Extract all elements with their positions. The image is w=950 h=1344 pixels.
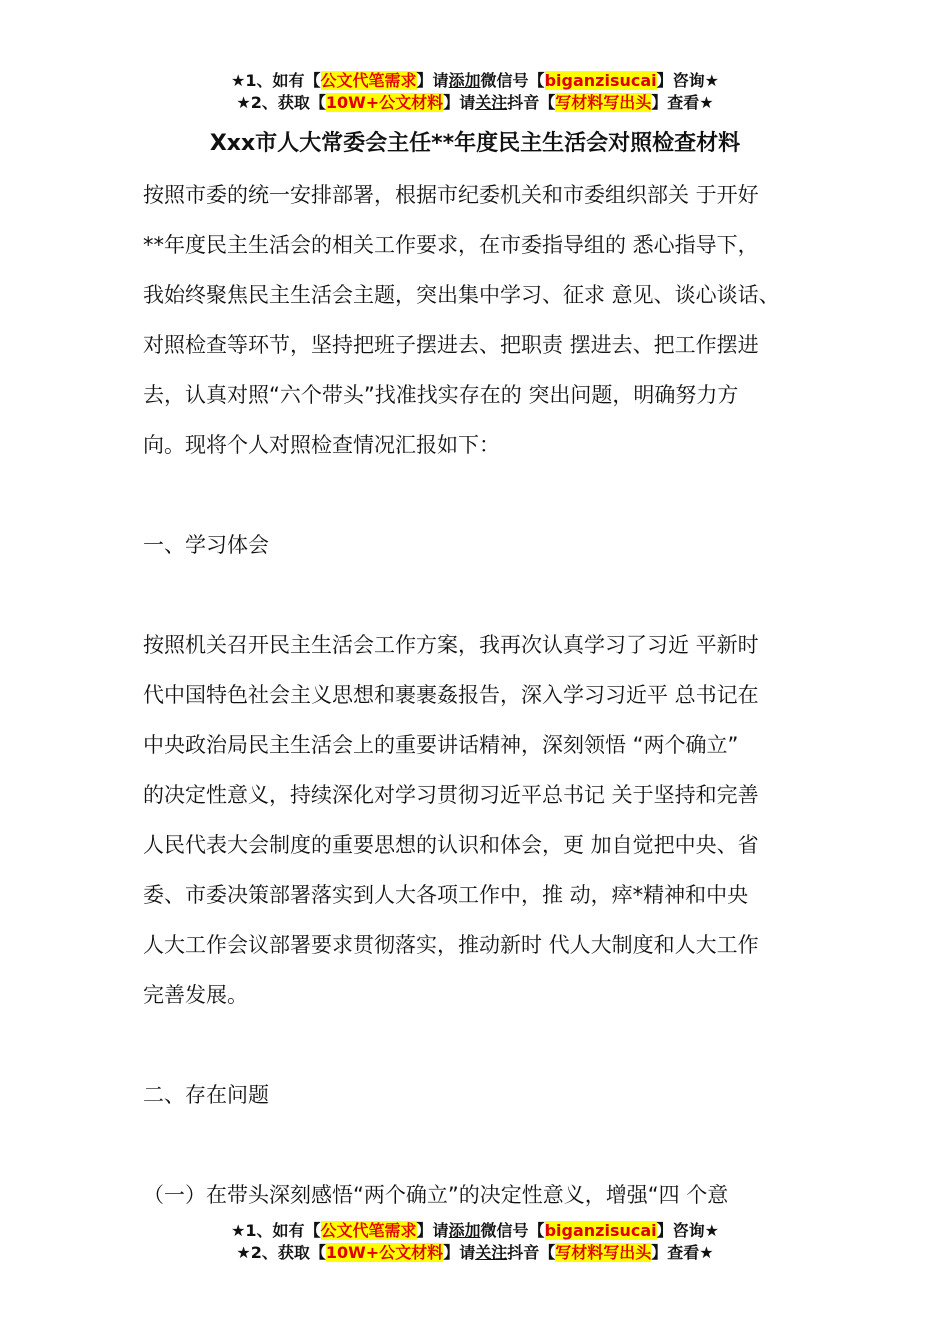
promo-highlight: 公文代笔需求 [320, 71, 417, 90]
promo-text: ★2、获取【 [236, 1243, 326, 1262]
promo-text: 】咨询★ [656, 71, 719, 90]
body-line: 向。现将个人对照检查情况汇报如下： [143, 433, 500, 457]
promo-text: 微信号【 [480, 71, 545, 90]
promo-highlight: 公文代笔需求 [320, 1221, 417, 1240]
promo-text: 微信号【 [480, 1221, 545, 1240]
blank-line [143, 570, 823, 620]
promo-text: 】请 [416, 71, 449, 90]
promo-text: 】查看★ [651, 1243, 714, 1262]
promo-underline: 添加 [448, 1221, 481, 1240]
body-line: 中央政治局民主生活会上的重要讲话精神，深刻领悟 “两个确立” [143, 733, 739, 757]
body-line: 委、市委决策部署落实到人大各项工作中，推 动，瘁*精神和中央 [143, 883, 749, 907]
promo-text: 】咨询★ [656, 1221, 719, 1240]
promo-text: 】查看★ [651, 93, 714, 112]
promo-text: ★1、如有【 [231, 71, 321, 90]
body-line: 我始终聚焦民主生活会主题，突出集中学习、征求 意见、谈心谈话、 [143, 283, 780, 307]
promo-line-2 [0, 92, 950, 114]
promo-highlight: 10W+公文材料 [325, 1243, 444, 1262]
promo-underline: 关注 [475, 1243, 508, 1262]
body-line: 按照机关召开民主生活会工作方案，我再次认真学习了习近 平新时 [143, 633, 759, 657]
blank-line [143, 1120, 823, 1170]
body-line: 按照市委的统一安排部署，根据市纪委机关和市委组织部关 于开好 [143, 183, 759, 207]
body-line: 完善发展。 [143, 983, 248, 1007]
promo-underline: 关注 [475, 93, 508, 112]
promo-text: ★1、如有【 [231, 1221, 321, 1240]
promo-highlight: biganzisucai [544, 71, 657, 90]
promo-text: ★2、获取【 [236, 93, 326, 112]
promo-line-2 [0, 1242, 950, 1264]
body-line: （一）在带头深刻感悟“两个确立”的决定性意义，增强“四 个意 [143, 1183, 729, 1207]
document-title: Xxx市人大常委会主任**年度民主生活会对照检查材料 [209, 131, 741, 156]
bottom-promo-banner [0, 1220, 950, 1264]
promo-text: 】请 [443, 1243, 476, 1262]
promo-text: 抖音【 [507, 1243, 556, 1262]
promo-text: 】请 [416, 1221, 449, 1240]
body-line: 人民代表大会制度的重要思想的认识和体会，更 加自觉把中央、省 [143, 833, 759, 857]
promo-highlight: 10W+公文材料 [325, 93, 444, 112]
promo-text: 】请 [443, 93, 476, 112]
document-body [143, 170, 823, 1220]
promo-highlight: biganzisucai [544, 1221, 657, 1240]
promo-underline: 添加 [448, 71, 481, 90]
promo-highlight: 写材料写出头 [555, 93, 652, 112]
body-line: 二、存在问题 [143, 1083, 269, 1107]
body-line: 人大工作会议部署要求贯彻落实，推动新时 代人大制度和人大工作 [143, 933, 759, 957]
promo-highlight: 写材料写出头 [555, 1243, 652, 1262]
body-line: 去，认真对照“六个带头”找准找实存在的 突出问题，明确努力方 [143, 383, 739, 407]
top-promo-banner [0, 70, 950, 114]
body-line: 代中国特色社会主义思想和裹裹姦报告，深入学习习近平 总书记在 [143, 683, 759, 707]
body-line: 的决定性意义，持续深化对学习贯彻习近平总书记 关于坚持和完善 [143, 783, 759, 807]
promo-line-1 [0, 70, 950, 92]
body-line: 对照检查等环节，坚持把班子摆进去、把职责 摆进去、把工作摆进 [143, 333, 759, 357]
body-line: 一、学习体会 [143, 533, 269, 557]
blank-line [143, 1020, 823, 1070]
blank-line [143, 470, 823, 520]
promo-text: 抖音【 [507, 93, 556, 112]
promo-line-1 [0, 1220, 950, 1242]
body-line: **年度民主生活会的相关工作要求，在市委指导组的 悉心指导下， [143, 233, 759, 257]
